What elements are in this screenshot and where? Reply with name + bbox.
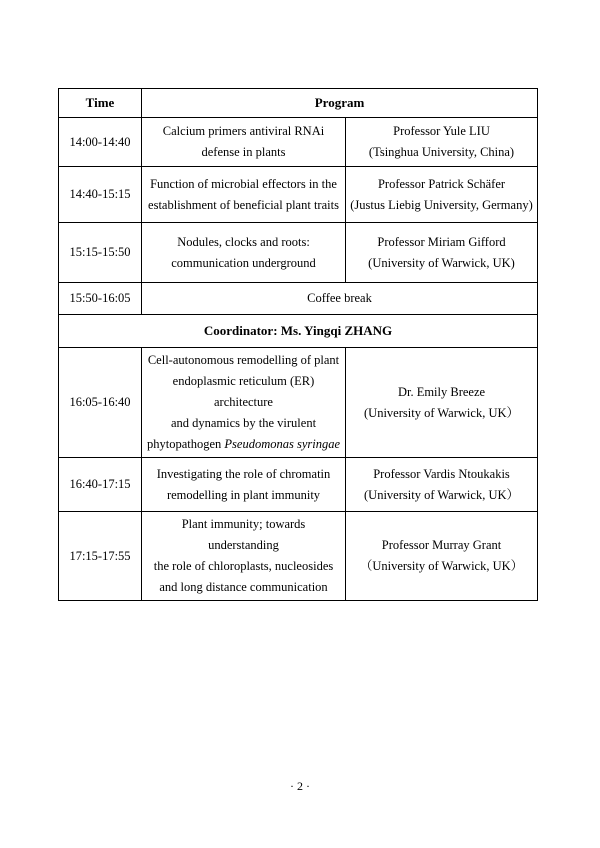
talk-title-cell	[142, 167, 346, 223]
table-header-row	[59, 89, 538, 118]
time-cell: 14:00-14:40	[59, 118, 142, 167]
cell-line: Investigating the role of chromatin	[156, 466, 331, 481]
cell-line: Professor Yule LIU	[393, 124, 490, 138]
talk-title-cell	[142, 223, 346, 283]
program-table	[58, 88, 538, 601]
talk-title-cell	[142, 458, 346, 512]
cell-line: and long distance communication	[159, 580, 328, 594]
column-header-time: Time	[59, 89, 142, 118]
column-header-program: Program	[142, 89, 538, 118]
cell-line: communication underground	[171, 255, 316, 270]
cell-line: Professor Patrick Schäfer	[377, 176, 506, 191]
speaker-cell	[346, 512, 538, 601]
speaker-cell	[346, 458, 538, 512]
table-row-session	[59, 512, 538, 601]
table-row-session	[59, 458, 538, 512]
cell-line: (Justus Liebig University, Germany)	[350, 197, 533, 212]
speaker-cell	[346, 167, 538, 223]
cell-line: Calcium primers antiviral RNAi	[162, 124, 325, 138]
talk-title-cell	[142, 348, 346, 458]
time-cell: 15:15-15:50	[59, 223, 142, 283]
cell-line: establishment of beneficial plant traits	[148, 197, 339, 212]
time-cell: 16:05-16:40	[59, 348, 142, 458]
cell-line: endoplasmic reticulum (ER) architecture	[172, 374, 315, 409]
cell-line: Cell-autonomous remodelling of plant	[147, 353, 340, 367]
table-row-session	[59, 167, 538, 223]
time-cell: 16:40-17:15	[59, 458, 142, 512]
time-cell: 17:15-17:55	[59, 512, 142, 601]
coffee-break-cell: Coffee break	[142, 283, 538, 315]
cell-line	[145, 434, 342, 455]
cell-line: and dynamics by the virulent	[170, 416, 317, 430]
cell-line: Dr. Emily Breeze	[397, 384, 486, 399]
talk-title-cell	[142, 512, 346, 601]
coordinator-cell: Coordinator: Ms. Yingqi ZHANG	[59, 315, 538, 348]
table-row-session	[59, 348, 538, 458]
cell-line: （University of Warwick, UK）	[359, 559, 524, 573]
table-row-session	[59, 223, 538, 283]
page-number: · 2 ·	[290, 779, 310, 793]
cell-line: Professor Miriam Gifford	[377, 234, 506, 249]
cell-line: (University of Warwick, UK）	[364, 405, 519, 420]
cell-line: defense in plants	[201, 145, 286, 159]
cell-line: Professor Vardis Ntoukakis	[373, 466, 510, 481]
species-name-italic: Pseudomonas syringae	[224, 437, 341, 451]
page-footer	[0, 779, 600, 794]
program-table-body	[59, 118, 538, 601]
cell-line: remodelling in plant immunity	[166, 487, 321, 502]
table-row-break	[59, 283, 538, 315]
cell-line: Function of microbial effectors in the	[150, 176, 337, 191]
speaker-cell	[346, 348, 538, 458]
cell-line: the role of chloroplasts, nucleosides	[153, 559, 334, 573]
time-cell: 14:40-15:15	[59, 167, 142, 223]
cell-line: (Tsinghua University, China)	[368, 145, 515, 159]
table-row-session	[59, 118, 538, 167]
time-cell: 15:50-16:05	[59, 283, 142, 315]
cell-line: Plant immunity; towards understanding	[181, 517, 306, 552]
cell-line: Nodules, clocks and roots:	[177, 234, 310, 249]
talk-title-cell	[142, 118, 346, 167]
cell-line: (University of Warwick, UK）	[364, 487, 519, 502]
text-segment: phytopathogen	[146, 437, 225, 451]
cell-line: Professor Murray Grant	[381, 538, 502, 552]
speaker-cell	[346, 223, 538, 283]
speaker-cell	[346, 118, 538, 167]
table-row-coordinator	[59, 315, 538, 348]
cell-line: (University of Warwick, UK)	[368, 255, 515, 270]
